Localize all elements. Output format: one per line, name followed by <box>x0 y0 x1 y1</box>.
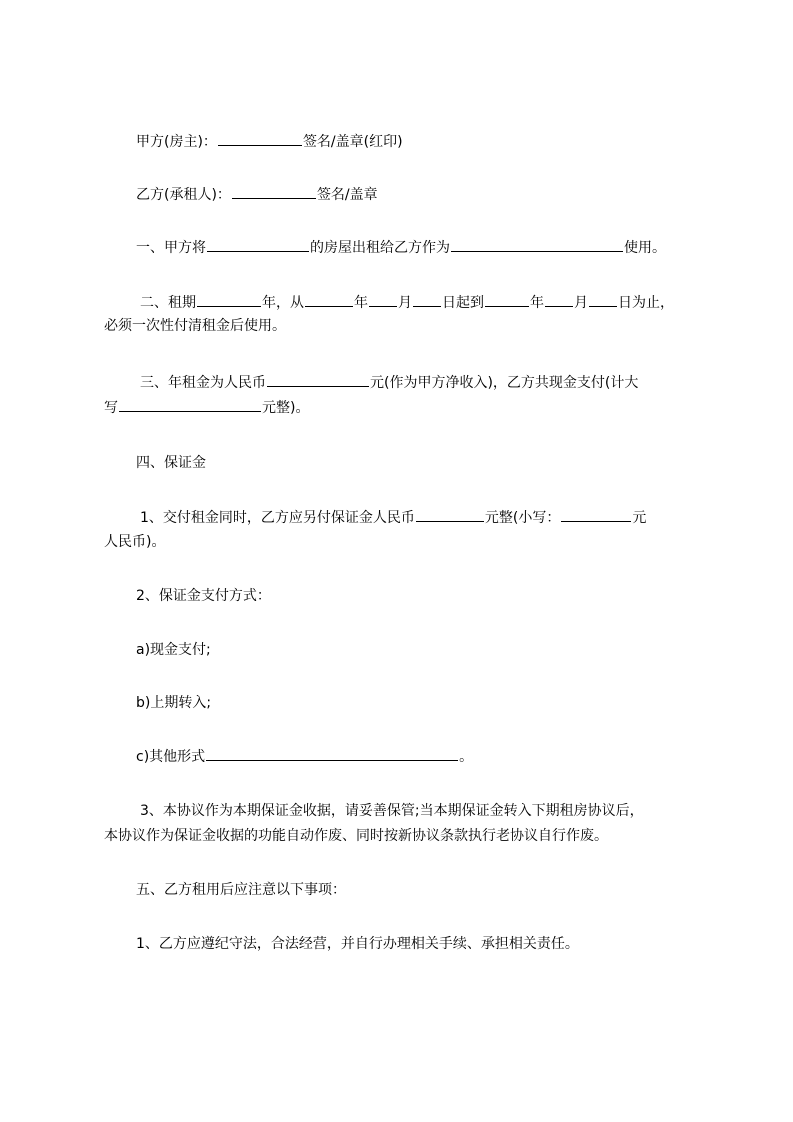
clause-2-text-b: 年，从 <box>262 295 304 311</box>
clause-1-text-a: 一、甲方将 <box>136 240 206 256</box>
payment-option-c-end: 。 <box>459 749 474 765</box>
deposit-item-1-text-b: 元整(小写： <box>484 510 561 526</box>
clause-3-line-2 <box>104 397 309 418</box>
clause-2-text-c: 年 <box>354 295 368 311</box>
clause-2-text-d: 月 <box>398 295 412 311</box>
clause-1-text-c: 使用。 <box>624 240 666 256</box>
clause-2-text-f: 年 <box>530 295 544 311</box>
clause-5-title: 五、乙方租用后应注意以下事项： <box>136 882 346 898</box>
party-b-suffix: 签名/盖章 <box>316 187 378 203</box>
party-a-line <box>136 131 403 152</box>
clause-1-text-b: 的房屋出租给乙方作为 <box>310 240 450 256</box>
deposit-amount-blank[interactable] <box>416 507 484 522</box>
party-b-line <box>136 184 378 205</box>
party-b-signature-blank[interactable] <box>232 184 316 199</box>
payment-option-c <box>136 746 473 767</box>
clause-3-text-c: 写 <box>104 400 118 416</box>
clause-5-item-1: 1、乙方应遵纪守法，合法经营，并自行办理相关手续、承担相关责任。 <box>136 936 579 952</box>
party-a-suffix: 签名/盖章(红印) <box>302 134 403 150</box>
clause-3-text-d: 元整)。 <box>262 400 310 416</box>
start-day-blank[interactable] <box>413 292 441 307</box>
end-day-blank[interactable] <box>589 292 617 307</box>
lease-years-blank[interactable] <box>197 292 261 307</box>
clause-2-line-1 <box>140 292 674 313</box>
property-blank[interactable] <box>207 237 309 252</box>
start-month-blank[interactable] <box>369 292 397 307</box>
deposit-item-3-line-2: 本协议作为保证金收据的功能自动作废、同时按新协议条款执行老协议自行作废。 <box>104 828 608 844</box>
rent-in-words-blank[interactable] <box>119 397 261 412</box>
payment-option-a: a)现金支付; <box>136 642 211 658</box>
clause-3-line-1 <box>140 372 638 393</box>
clause-2-text-h: 日为止， <box>618 295 674 311</box>
clause-2-text-e: 日起到 <box>442 295 484 311</box>
deposit-item-1-line-1 <box>140 507 646 528</box>
annual-rent-blank[interactable] <box>267 372 369 387</box>
other-form-blank[interactable] <box>206 746 458 761</box>
clause-1-line <box>136 237 666 258</box>
end-month-blank[interactable] <box>545 292 573 307</box>
deposit-item-3-line-1: 3、本协议作为本期保证金收据，请妥善保管;当本期保证金转入下期租房协议后， <box>140 803 644 819</box>
deposit-item-1-text-a: 1、交付租金同时，乙方应另付保证金人民币 <box>140 510 415 526</box>
party-a-signature-blank[interactable] <box>218 131 302 146</box>
deposit-item-1-text-c: 元 <box>632 510 647 526</box>
clause-3-text-a: 三、年租金为人民币 <box>140 375 266 391</box>
end-year-blank[interactable] <box>485 292 529 307</box>
clause-2-line-2: 必须一次性付清租金后使用。 <box>104 318 286 334</box>
usage-blank[interactable] <box>451 237 623 252</box>
payment-option-c-text: c)其他形式 <box>136 749 206 765</box>
start-year-blank[interactable] <box>305 292 353 307</box>
clause-4-title: 四、保证金 <box>136 455 206 471</box>
deposit-item-2-title: 2、保证金支付方式： <box>136 588 271 604</box>
clause-2-text-a: 二、租期 <box>140 295 196 311</box>
payment-option-b: b)上期转入; <box>136 695 212 711</box>
deposit-numeric-blank[interactable] <box>561 507 631 522</box>
deposit-item-1-line-2: 人民币)。 <box>104 534 166 550</box>
clause-2-text-g: 月 <box>574 295 588 311</box>
party-a-label: 甲方(房主)： <box>136 134 217 150</box>
party-b-label: 乙方(承租人)： <box>136 187 231 203</box>
clause-3-text-b: 元(作为甲方净收入)，乙方共现金支付(计大 <box>370 375 639 391</box>
